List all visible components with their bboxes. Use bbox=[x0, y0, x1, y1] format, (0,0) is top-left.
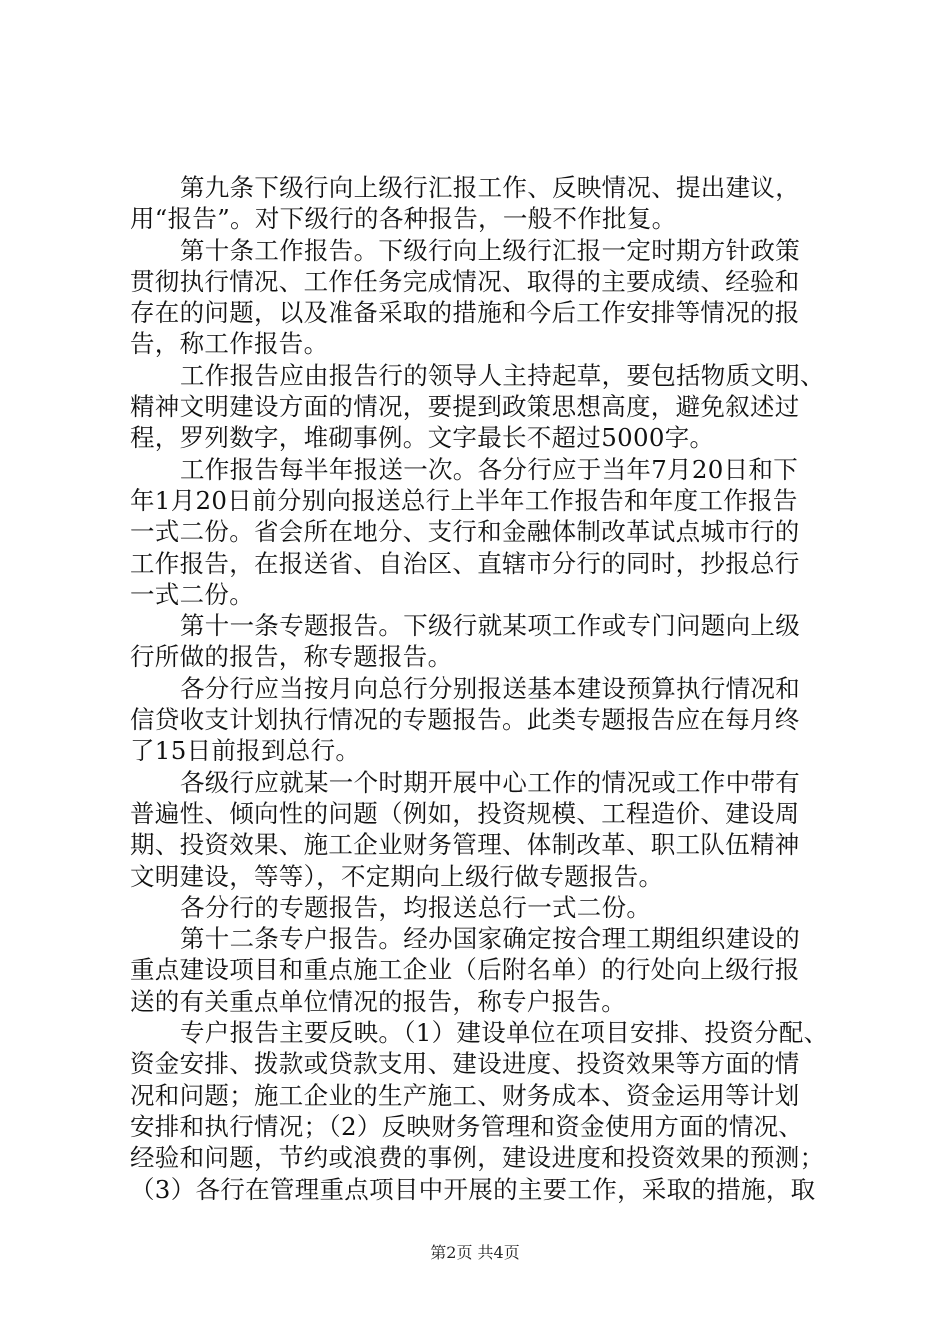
document-body bbox=[130, 172, 835, 1205]
paragraph-line: 各分行的专题报告，均报送总行一式二份。 bbox=[180, 892, 652, 922]
paragraph-line: 重点建设项目和重点施工企业（后附名单）的行处向上级行报 bbox=[130, 955, 800, 985]
paragraph-line: 普遍性、倾向性的问题（例如，投资规模、工程造价、建设周 bbox=[130, 798, 800, 828]
paragraph-line: 程，罗列数字，堆砌事例。文字最长不超过5000字。 bbox=[130, 423, 715, 453]
paragraph-line: （3）各行在管理重点项目中开展的主要工作，采取的措施，取 bbox=[130, 1174, 816, 1204]
paragraph-line: 第十条工作报告。下级行向上级行汇报一定时期方针政策 bbox=[180, 235, 800, 265]
paragraph-line: 工作报告应由报告行的领导人主持起草，要包括物质文明、 bbox=[180, 360, 825, 390]
paragraph-line: 一式二份。 bbox=[130, 579, 254, 609]
paragraph-line: 送的有关重点单位情况的报告，称专户报告。 bbox=[130, 986, 626, 1016]
paragraph-line: 贯彻执行情况、工作任务完成情况、取得的主要成绩、经验和 bbox=[130, 266, 800, 296]
paragraph-line: 一式二份。省会所在地分、支行和金融体制改革试点城市行的 bbox=[130, 517, 800, 547]
paragraph-line: 资金安排、拨款或贷款支用、建设进度、投资效果等方面的情 bbox=[130, 1049, 800, 1079]
paragraph-line: 各级行应就某一个时期开展中心工作的情况或工作中带有 bbox=[180, 767, 800, 797]
paragraph-line: 专户报告主要反映。（1）建设单位在项目安排、投资分配、 bbox=[180, 1018, 829, 1048]
paragraph-line: 期、投资效果、施工企业财务管理、体制改革、职工队伍精神 bbox=[130, 830, 800, 860]
paragraph-line: 存在的问题，以及准备采取的措施和今后工作安排等情况的报 bbox=[130, 298, 800, 328]
paragraph-line: 文明建设，等等），不定期向上级行做专题报告。 bbox=[130, 861, 664, 891]
page-footer bbox=[0, 1243, 950, 1263]
paragraph-line: 精神文明建设方面的情况，要提到政策思想高度，避免叙述过 bbox=[130, 392, 800, 422]
paragraph-line: 工作报告每半年报送一次。各分行应于当年7月20日和下 bbox=[180, 454, 799, 484]
paragraph-line: 工作报告，在报送省、自治区、直辖市分行的同时，抄报总行 bbox=[130, 548, 800, 578]
paragraph-line: 况和问题；施工企业的生产施工、财务成本、资金运用等计划 bbox=[130, 1080, 800, 1110]
paragraph-line: 了15日前报到总行。 bbox=[130, 736, 361, 766]
paragraph-line: 行所做的报告，称专题报告。 bbox=[130, 642, 453, 672]
page-number-label: 第2页 共4页 bbox=[430, 1243, 520, 1262]
paragraph-line: 第九条下级行向上级行汇报工作、反映情况、提出建议， bbox=[180, 173, 800, 202]
paragraph-line: 各分行应当按月向总行分别报送基本建设预算执行情况和 bbox=[180, 673, 800, 703]
paragraph-line: 告，称工作报告。 bbox=[130, 329, 329, 359]
paragraph-line: 经验和问题，节约或浪费的事例，建设进度和投资效果的预测； bbox=[130, 1143, 825, 1173]
paragraph-line: 安排和执行情况；（2）反映财务管理和资金使用方面的情况、 bbox=[130, 1111, 804, 1141]
paragraph-line: 第十一条专题报告。下级行就某项工作或专门问题向上级 bbox=[180, 611, 800, 641]
paragraph-line: 第十二条专户报告。经办国家确定按合理工期组织建设的 bbox=[180, 924, 800, 954]
paragraph-line: 年1月20日前分别向报送总行上半年工作报告和年度工作报告 bbox=[130, 485, 798, 515]
paragraph-line: 信贷收支计划执行情况的专题报告。此类专题报告应在每月终 bbox=[130, 705, 800, 735]
paragraph-line: 用“报告”。对下级行的各种报告，一般不作批复。 bbox=[130, 204, 677, 234]
